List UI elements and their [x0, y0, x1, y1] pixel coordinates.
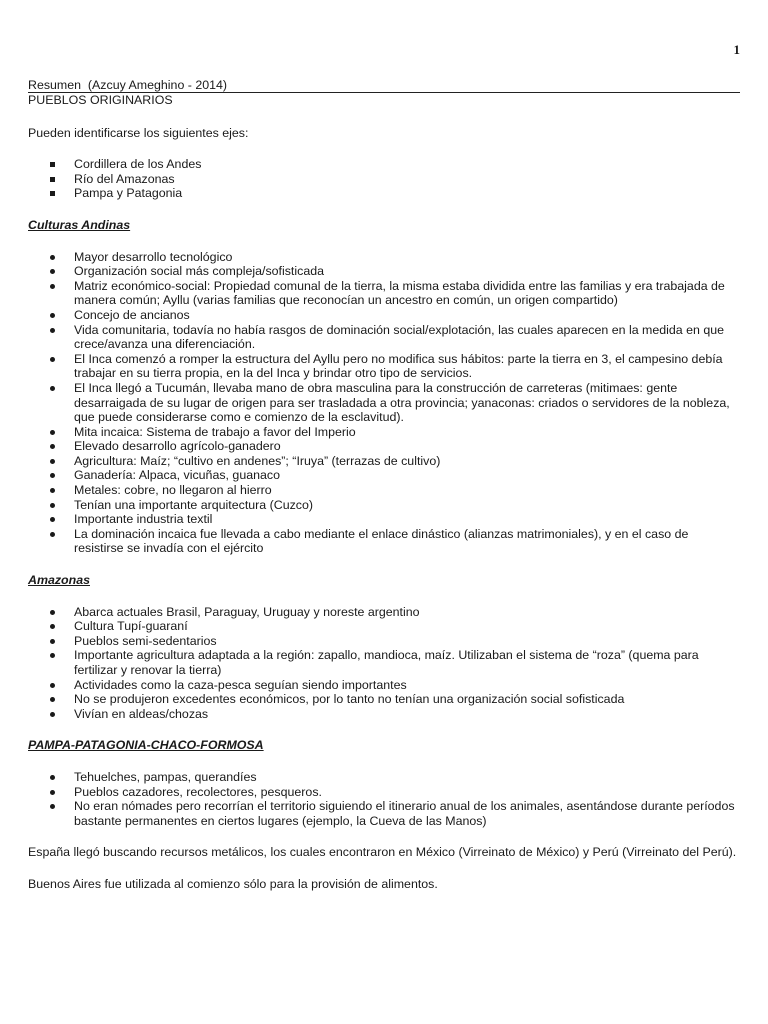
list-item: No eran nómades pero recorrían el territorio siguiendo el itinerario anual de los animales, asentándose durante períodos bastante permanentes en ciertos lugares (ejemplo, la Cueva de las Manos): [74, 799, 735, 828]
list-item: Pueblos semi-sedentarios: [74, 633, 217, 648]
list-item: Agricultura: Maíz; “cultivo en andenes”; “Iruya” (terrazas de cultivo): [74, 453, 441, 468]
list-item: Mita incaica: Sistema de trabajo a favor del Imperio: [74, 424, 356, 439]
list-item: Río del Amazonas: [74, 171, 175, 186]
list-item: Vida comunitaria, todavía no había rasgos de dominación social/explotación, las cuales aparecen en la medida en que crece/avanza una diferenciación.: [74, 322, 725, 352]
list-item: Vivían en aldeas/chozas: [74, 706, 209, 721]
list-item: Cordillera de los Andes: [74, 157, 202, 172]
list-item: Tenían una importante arquitectura (Cuzco): [74, 497, 313, 512]
pampa-list: [28, 770, 740, 828]
list-item: No se produjeron excedentes económicos, por lo tanto no tenían una organización social sofisticada: [74, 692, 625, 707]
list-item: Mayor desarrollo tecnológico: [74, 249, 233, 264]
closing-paragraph: Buenos Aires fue utilizada al comienzo sólo para la provisión de alimentos.: [28, 876, 438, 891]
list-item: Elevado desarrollo agrícolo-ganadero: [74, 439, 281, 454]
header-title: Resumen (Azcuy Ameghino - 2014): [28, 78, 228, 92]
list-item: Actividades como la caza-pesca seguían siendo importantes: [74, 677, 407, 692]
andinas-list: [28, 250, 740, 556]
closing-paragraph: España llegó buscando recursos metálicos, los cuales encontraron en México (Virreinato de México) y Perú (Virreinato del Perú).: [28, 845, 737, 860]
document-header: [28, 78, 740, 93]
list-item: Concejo de ancianos: [74, 307, 190, 322]
list-item: Ganadería: Alpaca, vicuñas, guanaco: [74, 468, 280, 483]
document-body: [28, 78, 740, 892]
list-item: Metales: cobre, no llegaron al hierro: [74, 483, 272, 498]
axes-list: [28, 157, 740, 201]
list-item: Tehuelches, pampas, querandíes: [74, 769, 257, 784]
section-title-amazonas: Amazonas: [28, 573, 90, 588]
list-item: El Inca llegó a Tucumán, llevaba mano de obra masculina para la construcción de carreteras (mitimaes: gente desarraigada de su lugar de origen para ser trasladada a otra provincia; yanaconas: criados o servidores de la nobleza, que puede considerarse como e comienzo de la esclavitud).: [74, 380, 730, 425]
list-item: Organización social más compleja/sofisticada: [74, 264, 324, 279]
amazonas-list: [28, 605, 740, 722]
list-item: La dominación incaica fue llevada a cabo mediante el enlace dinástico (alianzas matrimoniales), y en el caso de resistirse se invadía con el ejército: [74, 526, 689, 556]
list-item: Matriz económico-social: Propiedad comunal de la tierra, la misma estaba dividida entre las familias y era trabajada de manera común; Ayllu (varias familias que reconocían un ancestro en común, un origen compartido): [74, 278, 725, 308]
page-number: 1: [733, 42, 740, 57]
intro-text: Pueden identificarse los siguientes ejes:: [28, 125, 249, 140]
list-item: Pueblos cazadores, recolectores, pesqueros.: [74, 784, 322, 799]
list-item: Pampa y Patagonia: [74, 186, 183, 201]
header-subtitle: PUEBLOS ORIGINARIOS: [28, 93, 173, 107]
list-item: Importante agricultura adaptada a la región: zapallo, mandioca, maíz. Utilizaban el sistema de “roza” (quema para fertilizar y renovar la tierra): [74, 648, 699, 677]
list-item: Importante industria textil: [74, 512, 213, 527]
section-title-pampa: PAMPA-PATAGONIA-CHACO-FORMOSA: [28, 738, 264, 753]
list-item: Abarca actuales Brasil, Paraguay, Uruguay y noreste argentino: [74, 604, 420, 619]
list-item: El Inca comenzó a romper la estructura del Ayllu pero no modifica sus hábitos: parte la tierra en 3, el campesino debía trabajar en su tierra propia, en la del Inca y brindar otro tipo de servicios.: [74, 351, 723, 381]
list-item: Cultura Tupí-guaraní: [74, 619, 188, 634]
section-title-andinas: Culturas Andinas: [28, 217, 131, 232]
